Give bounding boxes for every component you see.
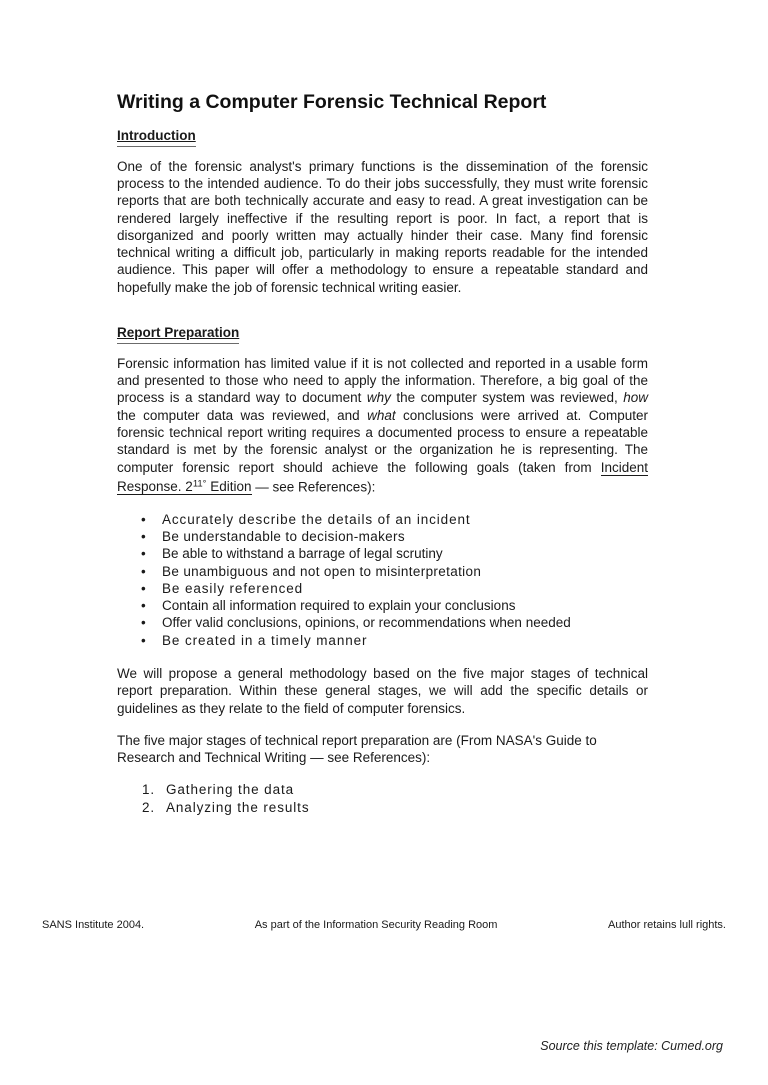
page-title: Writing a Computer Forensic Technical Report	[117, 91, 547, 113]
stage-item: Analyzing the results	[166, 799, 310, 815]
goal-item: • Offer valid conclusions, opinions, or recommendations when needed	[117, 614, 648, 631]
page-footer	[42, 919, 726, 931]
stage-item: Gathering the data	[166, 782, 295, 798]
goals-intro-text-after: — see References):	[251, 479, 376, 495]
goal-item: • Be able to withstand a barrage of legal scrutiny	[117, 545, 648, 562]
footer-left: SANS Institute 2004.	[42, 919, 145, 931]
goals-intro-text: Forensic information has limited value if it is not collected and reported in a usable form and presented to those who need to apply the information. Therefore, a big goal of the process is a standard way to document why the computer system was reviewed, how the computer data was reviewed, and what conclusions were arrived at. Computer forensic technical report writing requires a documented process to ensure a repeatable standard is met by the forensic analyst or the organization he is representing. The computer forensic report should achieve the following goals (taken from	[117, 355, 648, 475]
goals-list	[117, 511, 648, 649]
methodology-paragraph: We will propose a general methodology based on the five major stages of technical report preparation. Within these general stages, we will add the specific details or guidelines as they relate to the field of computer forensics.	[117, 666, 648, 716]
goal-item: • Contain all information required to explain your conclusions	[117, 597, 648, 614]
document-content	[117, 91, 648, 816]
stages-list	[117, 781, 648, 816]
goal-item: • Be easily referenced	[117, 580, 648, 597]
goal-item: • Accurately describe the details of an incident	[117, 511, 648, 528]
footer-right: Author retains lull rights.	[607, 919, 726, 931]
section-heading-introduction: Introduction	[117, 128, 196, 147]
goal-item: • Be created in a timely manner	[117, 632, 648, 649]
section-heading-report-preparation: Report Preparation	[117, 325, 239, 344]
source-note: Source this template: Cumed.org	[540, 1039, 723, 1053]
report-preparation-paragraph	[117, 355, 648, 496]
book-title-reference: Incident Response. $2^{11^\circ}$ Edition	[117, 459, 648, 495]
footer-center: As part of the Information Security Reading Room	[254, 919, 498, 931]
stages-intro-paragraph: The five major stages of technical report preparation are (From NASA's Guide to Research and Technical Writing — see References):	[117, 732, 597, 766]
goal-item: • Be unambiguous and not open to misinterpretation	[117, 563, 648, 580]
introduction-paragraph: One of the forensic analyst's primary functions is the dissemination of the forensic process to the intended audience. To do their jobs successfully, they must write forensic reports that are both technically accurate and easy to read. A great investigation can be rendered largely ineffective if the resulting report is poor. In fact, a report that is disorganized and poorly written may actually hinder their case. Many find forensic technical writing a difficult job, particularly in making reports readable for the intended audience. This paper will offer a methodology to ensure a repeatable standard and hopefully make the job of forensic technical writing easier.	[117, 158, 648, 295]
goal-item: • Be understandable to decision-makers	[117, 528, 648, 545]
